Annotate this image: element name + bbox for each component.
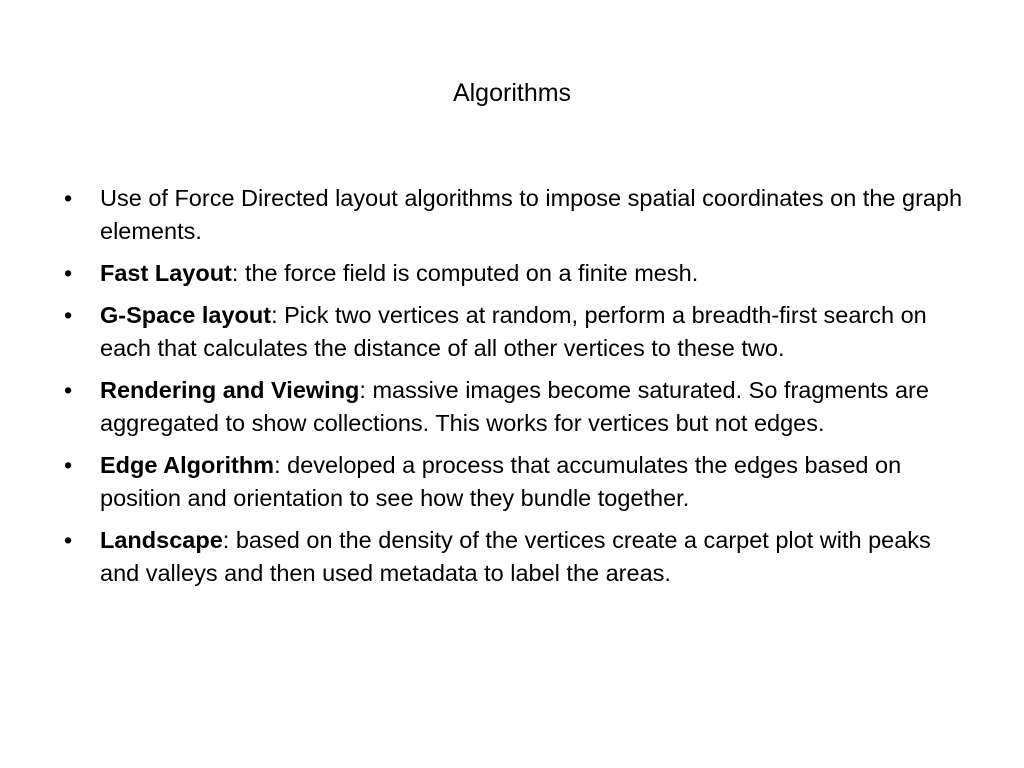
list-item-text: : based on the density of the vertices create a carpet plot with peaks and valleys and then used metadata to label the areas. — [100, 527, 931, 586]
list-item-lead: G-Space layout — [100, 302, 272, 328]
list-item-text: : massive images become saturated. So fragments are aggregated to show collections. This works for vertices but not edges. — [100, 377, 929, 436]
bullet-list — [58, 182, 970, 599]
list-item-text: : Pick two vertices at random, perform a breadth-first search on each that calculates the distance of all other vertices to these two. — [100, 302, 927, 361]
page-title: Algorithms — [452, 79, 572, 107]
list-item — [58, 257, 970, 290]
bullet-marker-icon: • — [64, 302, 73, 328]
bullet-marker-icon: • — [64, 452, 73, 478]
list-item — [58, 299, 970, 365]
bullet-marker-icon: • — [64, 527, 73, 553]
bullet-marker-icon: • — [64, 185, 73, 211]
list-item-lead: Fast Layout — [100, 260, 232, 286]
list-item-text: : developed a process that accumulates the edges based on position and orientation to see how they bundle together. — [100, 452, 902, 511]
list-item-text: : the force field is computed on a finite mesh. — [231, 260, 699, 286]
list-item — [58, 182, 970, 248]
list-item — [58, 524, 970, 590]
bullet-marker-icon: • — [64, 377, 73, 403]
list-item-text: Use of Force Directed layout algorithms to impose spatial coordinates on the graph elements. — [100, 185, 963, 244]
bullet-marker-icon: • — [64, 260, 73, 286]
list-item — [58, 374, 970, 440]
list-item-lead: Landscape — [100, 527, 223, 553]
list-item-lead: Edge Algorithm — [100, 452, 275, 478]
list-item-lead: Rendering and Viewing — [100, 377, 360, 403]
list-item — [58, 449, 970, 515]
